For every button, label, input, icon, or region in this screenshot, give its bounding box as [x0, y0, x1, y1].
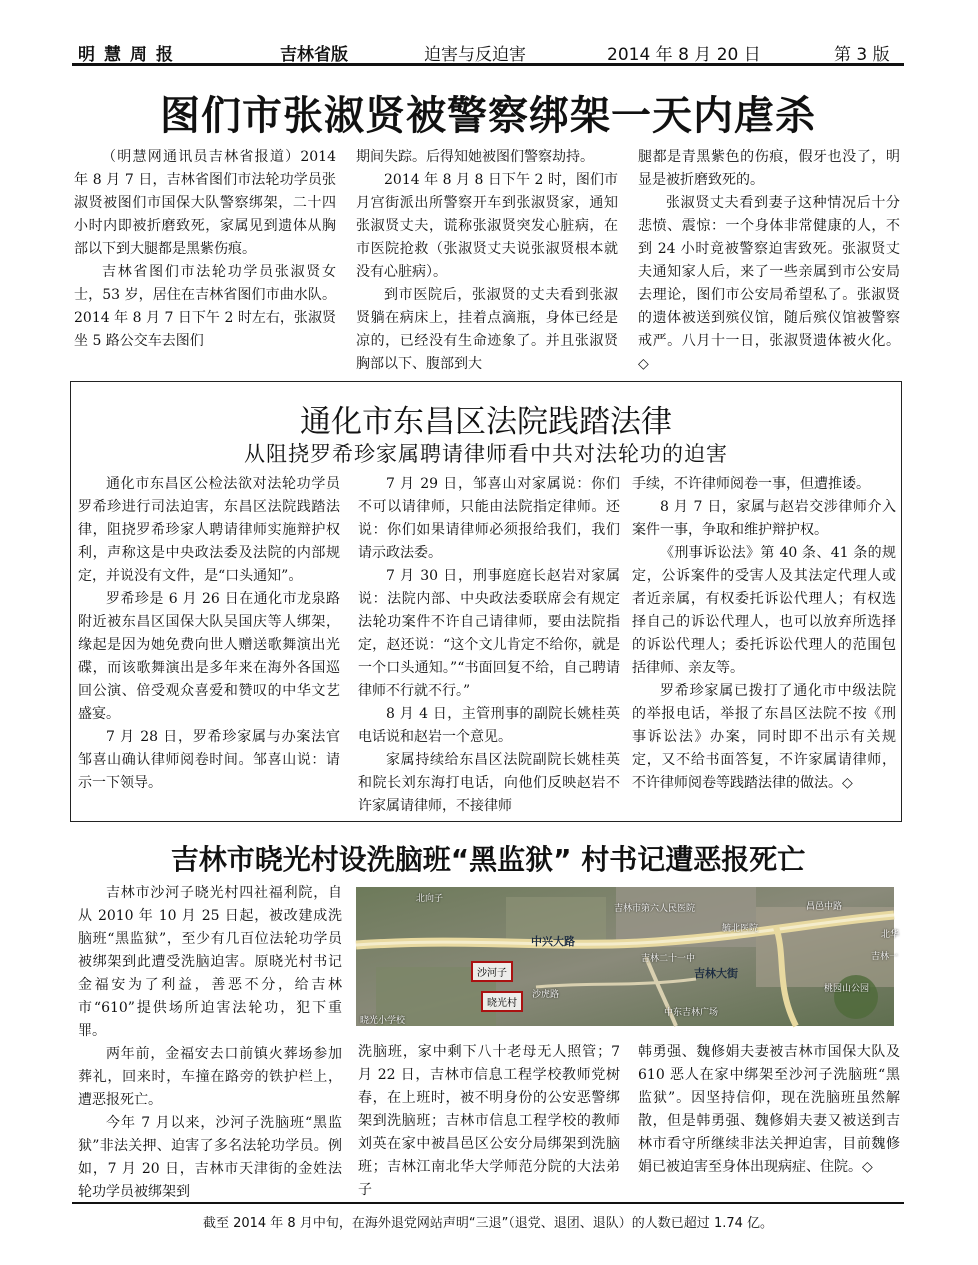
article3-column-3 — [638, 1041, 900, 1200]
map-label: 吉林市第六人民医院 — [614, 904, 696, 914]
article3-column-1 — [78, 882, 342, 1200]
paragraph: 7 月 29 日，邹喜山对家属说：你们不可以请律师，只能由法院指定律师。还说：你们如果请律师必须报给我们，我们请示政法委。 — [358, 476, 620, 561]
paragraph: 期间失踪。后得知她被图们警察劫持。 — [356, 149, 594, 165]
paragraph: 通化市东昌区公检法欲对法轮功学员罗希珍进行司法迫害，东昌区法院践踏法律，阻挠罗希珍家人聘请律师实施辩护权利，声称这是中央政法委及法院的内部规定，并说没有文件，是“口头通知”。 — [78, 476, 340, 584]
article1-column-3 — [638, 146, 900, 376]
article2-subtitle: 从阻挠罗希珍家属聘请律师看中共对法轮功的迫害 — [244, 442, 728, 466]
page-number: 第 3 版 — [834, 45, 890, 65]
section-label: 迫害与反迫害 — [424, 45, 526, 65]
paragraph: （明慧网通讯员吉林省报道）2014 年 8 月 7 日，吉林省图们市法轮功学员张淑贤被图们市国保大队警察绑架，二十四小时内即被折磨致死，家属见到遗体从胸部以下到大腿都是黑紫伤痕。 — [74, 149, 336, 257]
issue-date: 2014 年 8 月 20 日 — [607, 45, 761, 65]
paragraph: 2014 年 8 月 8 日下午 2 时，图们市月宫街派出所警察开车到张淑贤家，通知张淑贤丈夫，谎称张淑贤突发心脏病，在市医院抢救（张淑贤丈夫说张淑贤根本就没有心脏病）。 — [356, 172, 618, 280]
paragraph: 8 月 7 日，家属与赵岩交涉律师介入案件一事，争取和维护辩护权。 — [632, 499, 896, 538]
paragraph: 今年 7 月以来，沙河子洗脑班“黑监狱”非法关押、迫害了多名法轮功学员。例如，7 月 20 日，吉林市天津街的金姓法轮功学员被绑架到 — [78, 1115, 342, 1200]
map-label: 吉林二十一中 — [641, 954, 696, 964]
paragraph: 罗希珍是 6 月 26 日在通化市龙泉路附近被东昌区国保大队吴国庆等人绑架，缘起是因为她免费向世人赠送歌舞演出光碟，而该歌舞演出是多年来在海外各国巡回公演、倍受观众喜爱和赞叹的中华文艺盛宴。 — [78, 591, 340, 722]
paragraph: 腿都是青黑紫色的伤痕，假牙也没了，明显是被折磨致死的。 — [638, 149, 900, 188]
map-road-label: 中兴大路 — [531, 935, 575, 948]
paragraph: 韩勇强、魏修娟夫妻被吉林市国保大队及 610 恶人在家中绑架至沙河子洗脑班“黑监狱”。因坚持信仰，现在洗脑班虽然解散，但是韩勇强、魏修娟夫妻又被送到吉林市看守所继续非法关押迫害，目前魏修娟已被迫害至身体出现病症、住院。◇ — [638, 1044, 900, 1175]
paragraph: 吉林省图们市法轮功学员张淑贤女士，53 岁，居住在吉林省图们市曲水队。2014 年 8 月 7 日下午 2 时左右，张淑贤坐 5 路公交车去图们 — [74, 264, 336, 349]
paragraph: 吉林市沙河子晓光村四社福利院，自从 2010 年 10 月 25 日起，被改建成洗脑班“黑监狱”，至少有几百位法轮功学员被绑架到此遭受洗脑迫害。原晓光村书记金福安为了利益，善恶不分，给吉林市“610”提供场所迫害法轮功，犯下重罪。 — [78, 885, 342, 1039]
article2-title: 通化市东昌区法院践踏法律 — [300, 404, 672, 440]
map-label: 沙虎路 — [532, 990, 560, 1000]
map-label: 吉林一 — [871, 952, 899, 962]
paragraph: 《刑事诉讼法》第 40 条、41 条的规定，公诉案件的受害人及其法定代理人或者近亲属，有权委托诉讼代理人；有权选择自己的诉讼代理人，也可以放弃所选择的诉讼代理人；委托诉讼代理人的范围包括律师、亲友等。 — [632, 545, 896, 676]
paragraph: 洗脑班，家中剩下八十老母无人照管；7 月 22 日，吉林市信息工程学校教师党树春，在上班时，被不明身份的公安恶警绑架到洗脑班；吉林市信息工程学校的教师刘英在家中被昌邑区公安分局绑架到洗脑班；吉林江南北华大学师范分院的大法弟子 — [358, 1044, 620, 1198]
article1-column-2 — [356, 146, 618, 376]
paragraph: 8 月 4 日，主管刑事的副院长姚桂英电话说和赵岩一个意见。 — [358, 706, 620, 745]
paragraph: 家属持续给东昌区法院副院长姚桂英和院长刘东海打电话，向他们反映赵岩不许家属请律师，不接律师 — [358, 752, 620, 814]
article1-column-1 — [74, 146, 336, 376]
paragraph: 7 月 30 日，刑事庭庭长赵岩对家属说：法院内部、中央政法委联席会有规定法轮功案件不许自己请律师，要由法院指定，赵还说：“这个文儿肯定不给你，就是一个口头通知。”“书面回复不给，自己聘请律师不行就不行。” — [358, 568, 620, 699]
publication-name: 明慧周报 — [78, 45, 182, 65]
map-road-label: 吉林大街 — [694, 967, 738, 980]
map-marker-shahezi: 沙河子 — [471, 961, 513, 982]
map-marker-xiaoguang: 晓光村 — [481, 991, 523, 1012]
article2-column-1 — [78, 473, 340, 818]
article2-column-3 — [632, 473, 896, 818]
map-label: 晓光小学校 — [360, 1016, 406, 1026]
masthead — [72, 36, 904, 66]
edition-label: 吉林省版 — [280, 45, 348, 65]
article1-title: 图们市张淑贤被警察绑架一天内虐杀 — [160, 92, 816, 139]
paragraph: 7 月 28 日，罗希珍家属与办案法官邹喜山确认律师阅卷时间。邹喜山说：请示一下领导。 — [78, 729, 340, 791]
satellite-map — [356, 887, 900, 1026]
map-label: 中东吉林广场 — [664, 1008, 719, 1018]
map-label: 昌邑中路 — [806, 902, 843, 912]
paragraph: 到市医院后，张淑贤的丈夫看到张淑贤躺在病床上，挂着点滴瓶，身体已经是凉的，已经没有生命迹象了。并且张淑贤胸部以下、腹部到大 — [356, 287, 618, 372]
article3-column-2 — [358, 1041, 620, 1200]
map-label: 毓北医院 — [722, 924, 759, 934]
paragraph: 张淑贤丈夫看到妻子这种情况后十分悲愤、震惊：一个身体非常健康的人，不到 24 小时竟被警察迫害致死。张淑贤丈夫通知家人后，来了一些亲属到市公安局去理论，图们市公安局希望私了。张淑贤的遗体被送到殡仪馆，随后殡仪馆被警察戒严。八月十一日，张淑贤遗体被火化。◇ — [638, 195, 900, 372]
paragraph: 罗希珍家属已拨打了通化市中级法院的举报电话，举报了东昌区法院不按《刑事诉讼法》办案，同时即不出示有关规定，又不给书面答复，不许家属请律师，不许律师阅卷等践踏法律的做法。◇ — [632, 683, 896, 791]
map-label: 北华 — [881, 930, 900, 940]
article3-title: 吉林市晓光村设洗脑班“黑监狱” 村书记遭恶报死亡 — [170, 843, 806, 876]
footer-note: 截至 2014 年 8 月中旬，在海外退党网站声明“三退”（退党、退团、退队）的人数已超过 1.74 亿。 — [72, 1202, 904, 1231]
paragraph: 手续，不许律师阅卷一事，但遭推诿。 — [632, 476, 870, 492]
paragraph: 两年前，金福安去口前镇火葬场参加葬礼，回来时，车撞在路旁的铁护栏上，遭恶报死亡。 — [78, 1046, 342, 1108]
map-label: 桃园山公园 — [824, 984, 870, 994]
article2-column-2 — [358, 473, 620, 818]
map-label: 北向子 — [416, 894, 444, 904]
